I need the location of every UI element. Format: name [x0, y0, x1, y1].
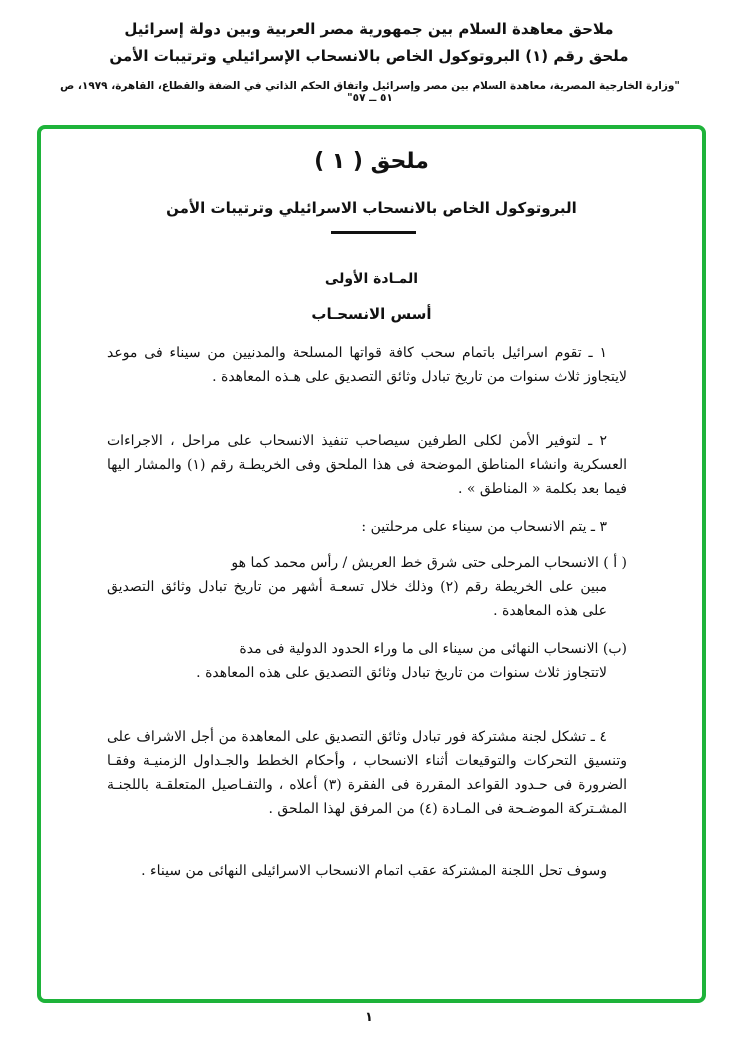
article-heading: أسس الانسحـاب — [311, 305, 432, 323]
sub-item-first-line: (ب) الانسحاب النهائى من سيناء الى ما وراء الحدود الدولية فى مدة — [239, 641, 627, 657]
paragraph-text: من سيناء . — [141, 863, 204, 879]
sub-item-text: لاتتجاوز ثلاث سنوات من تاريخ تبادل وثائق التصديق على هذه المعاهدة . — [196, 665, 607, 681]
header-subtitle: ملحق رقم (١) البروتوكول الخاص بالانسحاب الإسرائيلي وترتيبات الأمن — [109, 47, 629, 65]
sub-item-a — [107, 551, 627, 623]
header-title: ملاحق معاهدة السلام بين جمهورية مصر العربية وبين دولة إسرائيل — [124, 20, 614, 38]
sub-item-text: مبين على الخريطة رقم (٢) وذلك خلال تسعـة أشهر من تاريخ تبادل وثائق التصديق على هذه المعاهدة . — [107, 579, 607, 619]
document-page — [41, 129, 702, 999]
sub-item-first-line: ( أ ) الانسحاب المرحلى حتى شرق خط العريش / رأس محمد كما هو — [231, 555, 627, 571]
paragraph-text: فى موعد لايتجاوز ثلاث سنوات من تاريخ تبادل وثائق التصديق على هـذه المعاهدة . — [107, 345, 627, 385]
title-underline — [331, 231, 416, 234]
paragraph-text: الاجراءات العسكرية وانشاء المناطق الموضحة فى هذا الملحق وفى الخريطـة رقم (١) والمشار اليها فيما بعد بكلمة « المناطق » . — [107, 433, 627, 497]
paragraph-first-line: ٢ ـ لتوفير الأمن لكلى الطرفين سيصاحب تنفيذ الانسحاب على مراحل ، — [170, 433, 608, 449]
annex-title: ملحق ( ١ ) — [314, 149, 429, 174]
highlight-frame — [37, 125, 706, 1003]
paragraph-3 — [107, 515, 627, 539]
page-number: ١ — [365, 1010, 373, 1025]
paragraph-first-line: وسوف تحل اللجنة المشتركة عقب اتمام الانسحاب الاسرائيلى النهائى — [208, 863, 607, 879]
article-title: المـادة الأولى — [324, 271, 419, 287]
closing-paragraph — [107, 859, 627, 883]
header-citation: "وزارة الخارجية المصرية، معاهدة السلام بين مصر وإسرائيل واتفاق الحكم الذاتي في الضفة والقطاع، القاهرة، ١٩٧٩، ص ٥١ ــ ٥٧" — [60, 80, 680, 104]
paragraph-first-line: ٣ ـ يتم الانسحاب من سيناء على مرحلتين : — [361, 519, 607, 535]
paragraph-4 — [107, 725, 627, 821]
paragraph-first-line: ٤ ـ تشكل لجنة مشتركة فور تبادل وثائق التصديق على المعاهدة من — [218, 729, 608, 745]
paragraph-text: أجل الاشراف على وتنسيق التحركات والتوقيعات أثناء الانسحاب ، وأحكام الخطط والجـداول الزمنيـة وفقـا الضرورة فى حـدود القواعد المقررة فى الفقرة (٣) أعلاه ، والتفـاصيل المتعلقـة باللجنـة المشـتركة الموضـحة فى المـادة (٤) من المرفق لهذا الملحق . — [107, 729, 628, 817]
paragraph-1 — [107, 341, 627, 389]
paragraph-first-line: ١ ـ تقوم اسرائيل باتمام سحب كافة قواتها المسلحة والمدنيين من سيناء — [169, 345, 608, 361]
sub-item-b — [107, 637, 627, 685]
paragraph-2 — [107, 429, 627, 501]
annex-subtitle: البروتوكول الخاص بالانسحاب الاسرائيلي وترتيبات الأمن — [166, 199, 577, 217]
